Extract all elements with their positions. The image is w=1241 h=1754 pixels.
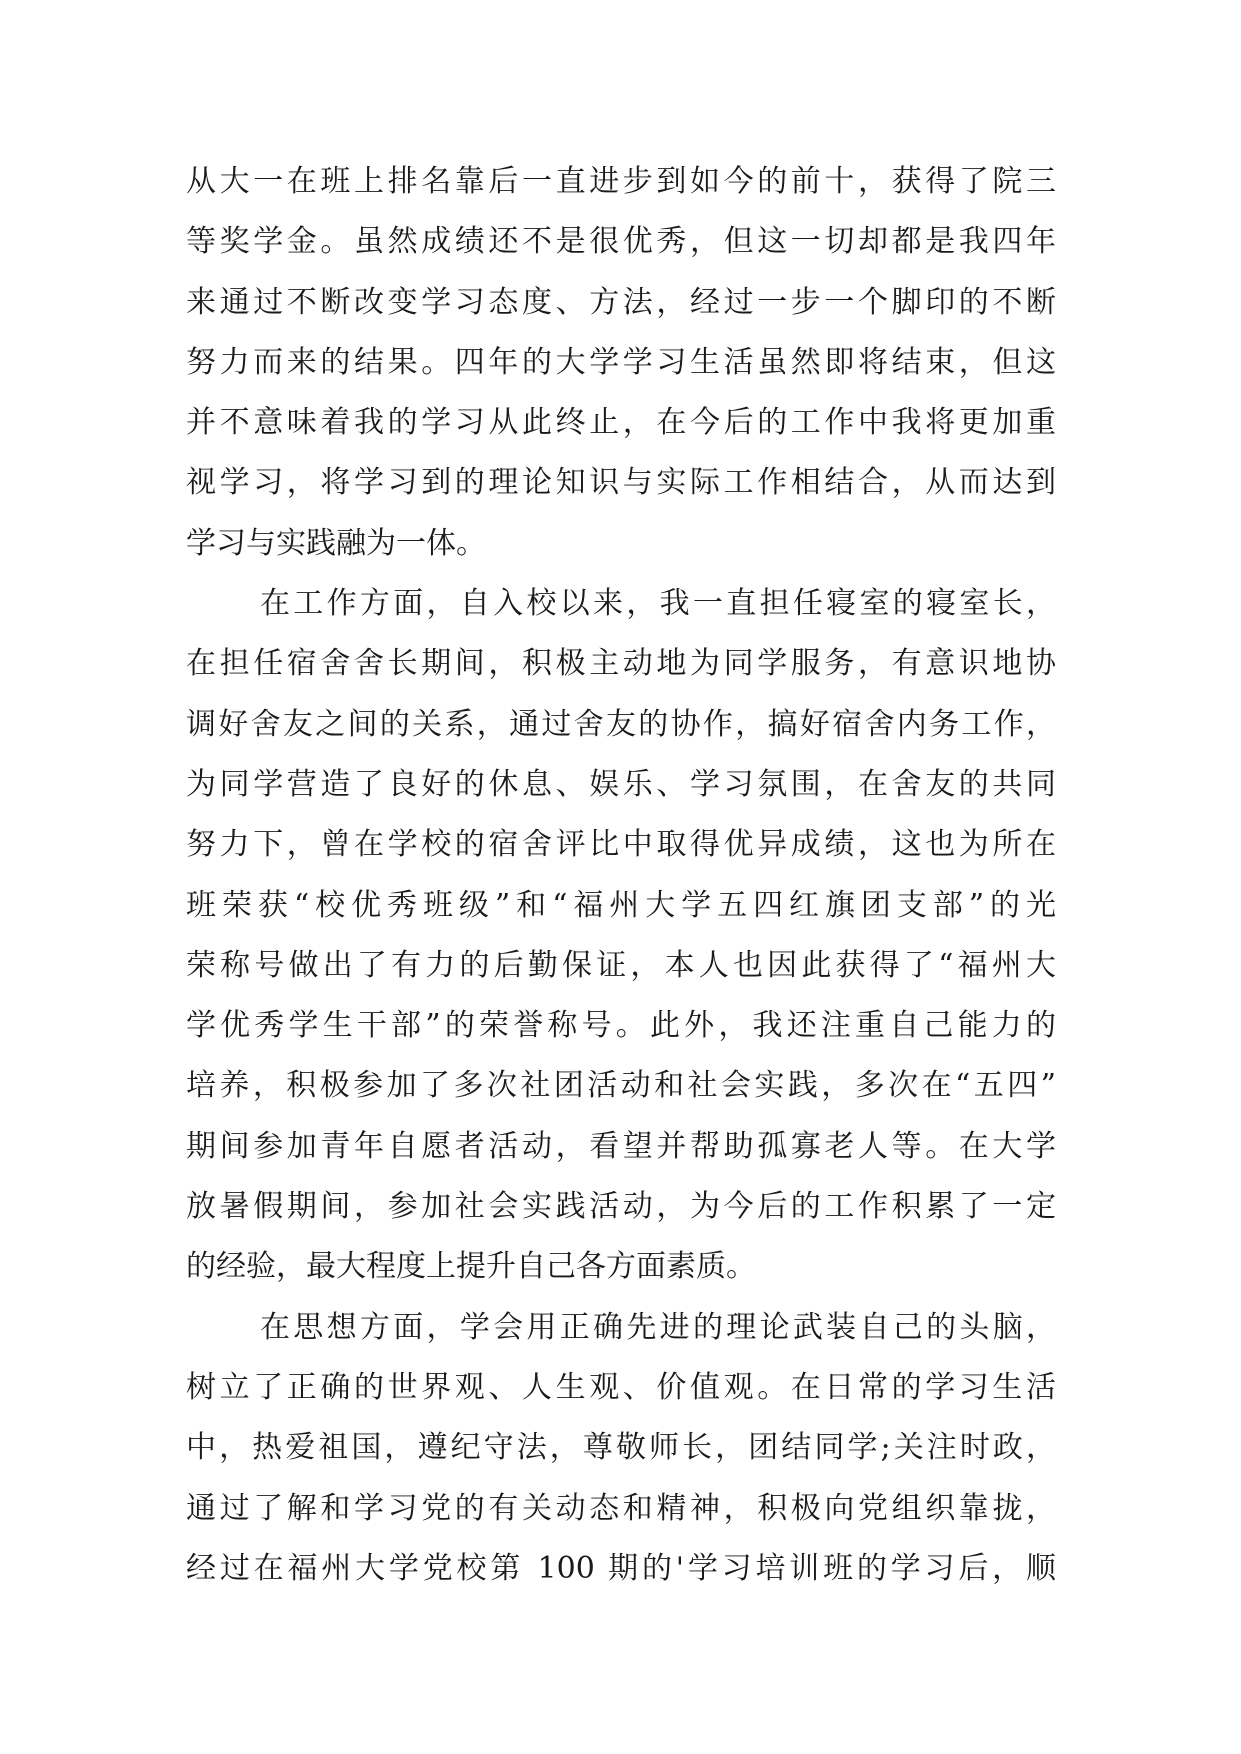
text-line: 的经验，最大程度上提升自己各方面素质。 (186, 1249, 756, 1285)
paragraph-thought (186, 1298, 1056, 1599)
text-line: 调好舍友之间的关系，通过舍友的协作，搞好宿舍内务工作， (186, 706, 1056, 742)
paragraph-study (186, 152, 1056, 574)
text-line: 通过了解和学习党的有关动态和精神，积极向党组织靠拢， (186, 1490, 1056, 1526)
text-line: 在工作方面，自入校以来，我一直担任寝室的寝室长， (260, 586, 1056, 622)
text-line: 放暑假期间，参加社会实践活动，为今后的工作积累了一定 (186, 1189, 1056, 1225)
text-line: 中，热爱祖国，遵纪守法，尊敬师长，团结同学;关注时政， (186, 1430, 1056, 1466)
text-line: 培养，积极参加了多次社团活动和社会实践，多次在“五四” (186, 1068, 1056, 1104)
text-line: 从大一在班上排名靠后一直进步到如今的前十，获得了院三 (186, 164, 1056, 199)
text-line: 等奖学金。虽然成绩还不是很优秀，但这一切却都是我四年 (186, 224, 1056, 260)
text-line: 并不意味着我的学习从此终止，在今后的工作中我将更加重 (186, 405, 1056, 441)
text-line: 视学习，将学习到的理论知识与实际工作相结合，从而达到 (186, 465, 1056, 501)
text-line: 在思想方面，学会用正确先进的理论武装自己的头脑， (260, 1309, 1056, 1345)
text-line: 来通过不断改变学习态度、方法，经过一步一个脚印的不断 (186, 284, 1056, 320)
text-line: 经过在福州大学党校第 100 期的'学习培训班的学习后，顺 (186, 1550, 1056, 1586)
paragraph-work (186, 574, 1056, 1298)
text-line: 努力而来的结果。四年的大学学习生活虽然即将结束，但这 (186, 344, 1056, 380)
text-line: 学优秀学生干部”的荣誉称号。此外，我还注重自己能力的 (186, 1008, 1056, 1044)
text-line: 树立了正确的世界观、人生观、价值观。在日常的学习生活 (186, 1369, 1056, 1405)
text-line: 班荣获“校优秀班级”和“福州大学五四红旗团支部”的光 (186, 887, 1056, 923)
text-line: 努力下，曾在学校的宿舍评比中取得优异成绩，这也为所在 (186, 827, 1056, 863)
text-line: 为同学营造了良好的休息、娱乐、学习氛围，在舍友的共同 (186, 766, 1056, 802)
text-line: 学习与实践融为一体。 (186, 525, 486, 561)
document-body (186, 152, 1056, 1599)
text-line: 期间参加青年自愿者活动，看望并帮助孤寡老人等。在大学 (186, 1128, 1056, 1164)
text-line: 在担任宿舍舍长期间，积极主动地为同学服务，有意识地协 (186, 646, 1056, 682)
text-line: 荣称号做出了有力的后勤保证，本人也因此获得了“福州大 (186, 947, 1056, 983)
